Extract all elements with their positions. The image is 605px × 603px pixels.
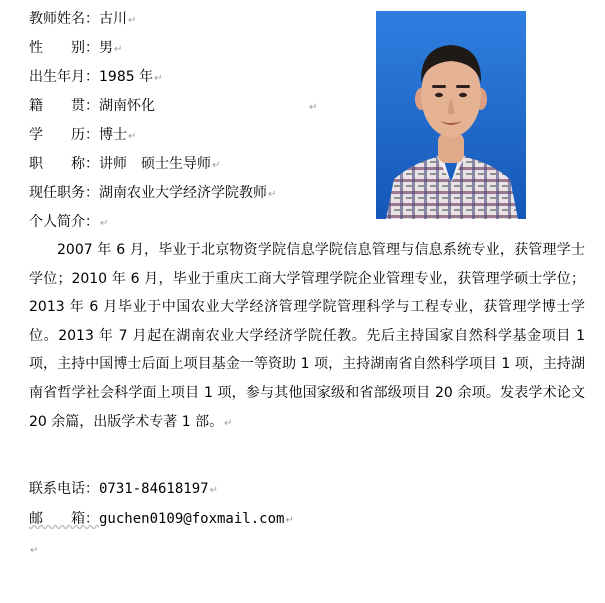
position-value: 湖南农业大学经济学院教师 [99,185,267,201]
portrait-photo-icon [376,11,526,219]
gender-label: 性 别： [29,40,99,56]
position-label: 现任职务： [29,185,99,201]
email-line [29,506,294,532]
origin-line [29,93,317,119]
title-label: 职 称： [29,156,99,172]
birth-value: 1985 年 [99,69,154,85]
email-label: 邮 箱： [29,511,99,527]
position-line [29,180,276,206]
paragraph-mark-icon: ↵ [285,515,294,526]
paragraph-mark-icon: ↵ [128,131,137,142]
email-value[interactable]: guchen0109@foxmail.com [99,511,285,527]
origin-label: 籍 贯： [29,98,99,114]
paragraph-mark-icon: ↵ [128,15,137,26]
birth-line [29,64,162,90]
bio-paragraph [29,236,585,438]
education-value: 博士 [99,127,127,143]
paragraph-mark-icon: ↵ [212,160,221,171]
empty-line [29,536,38,562]
paragraph-mark-icon: ↵ [268,189,277,200]
paragraph-mark-icon: ↵ [209,485,218,496]
paragraph-mark-icon: ↵ [309,102,318,113]
paragraph-mark-icon: ↵ [30,545,39,556]
title-value: 讲师 硕士生导师 [99,156,211,172]
gender-value: 男 [99,40,113,56]
education-line [29,122,136,148]
paragraph-mark-icon: ↵ [224,417,233,429]
paragraph-mark-icon: ↵ [114,44,123,55]
phone-line [29,476,218,502]
intro-label: 个人简介： [29,214,99,230]
name-value: 古川 [99,11,127,27]
education-label: 学 历： [29,127,99,143]
paragraph-mark-icon: ↵ [154,73,163,84]
portrait-photo [376,11,526,219]
phone-label: 联系电话： [29,481,99,497]
intro-line [29,209,108,235]
bio-text: 2007 年 6 月，毕业于北京物资学院信息学院信息管理与信息系统专业，获管理学士学位；2010 年 6 月，毕业于重庆工商大学管理学院企业管理专业，获管理学硕士学位；2013 年 6 月毕业于中国农业大学经济管理学院管理科学与工程专业，获管理学博士学位。2013 年 7 月起在湖南农业大学经济学院任教。先后主持国家自然科学基金项目 1 项，主持中国博士后面上项目基金一等资助 1 项，主持湖南省自然科学项目 1 项，主持湖南省哲学社会科学面上项目 1 项，参与其他国家级和省部级项目 20 余项。发表学术论文 20 余篇，出版学术专著 1 部。 [29,242,585,430]
gender-line [29,35,122,61]
name-line [29,6,136,32]
title-line [29,151,220,177]
paragraph-mark-icon: ↵ [100,218,109,229]
name-label: 教师姓名： [29,11,99,27]
origin-value: 湖南怀化 [99,98,155,114]
birth-label: 出生年月： [29,69,99,85]
phone-value: 0731-84618197 [99,481,209,497]
